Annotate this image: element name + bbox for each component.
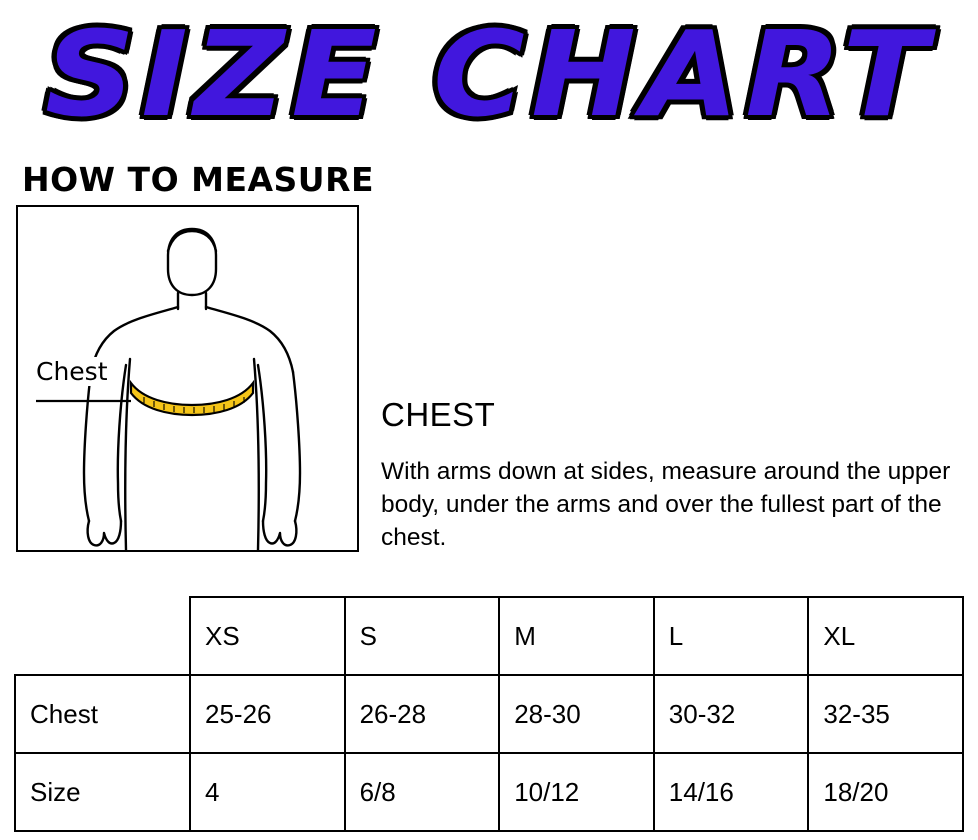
cell-chest-s: 26-28 [345, 675, 500, 753]
table-corner-blank [15, 597, 190, 675]
cell-size-xl: 18/20 [808, 753, 963, 831]
page-title-text: SIZE CHART [44, 5, 934, 143]
size-table [14, 596, 964, 832]
table-row [15, 675, 963, 753]
description-body: With arms down at sides, measure around the upper body, under the arms and over the fullest part of the chest. [381, 458, 951, 551]
cell-size-l: 14/16 [654, 753, 809, 831]
cell-chest-xs: 25-26 [190, 675, 345, 753]
cell-size-m: 10/12 [499, 753, 654, 831]
table-header-xs: XS [190, 597, 345, 675]
cell-chest-l: 30-32 [654, 675, 809, 753]
table-header-m: M [499, 597, 654, 675]
cell-size-s: 6/8 [345, 753, 500, 831]
table-header-s: S [345, 597, 500, 675]
table-header-l: L [654, 597, 809, 675]
table-header-xl: XL [808, 597, 963, 675]
table-header-row [15, 597, 963, 675]
page-title [0, 0, 978, 148]
cell-size-xs: 4 [190, 753, 345, 831]
description-heading: CHEST [381, 396, 496, 433]
chest-callout-label: Chest [36, 357, 108, 386]
how-to-measure-heading: HOW TO MEASURE [22, 160, 375, 199]
table-row [15, 753, 963, 831]
cell-chest-m: 28-30 [499, 675, 654, 753]
row-label-chest: Chest [15, 675, 190, 753]
cell-chest-xl: 32-35 [808, 675, 963, 753]
row-label-size: Size [15, 753, 190, 831]
